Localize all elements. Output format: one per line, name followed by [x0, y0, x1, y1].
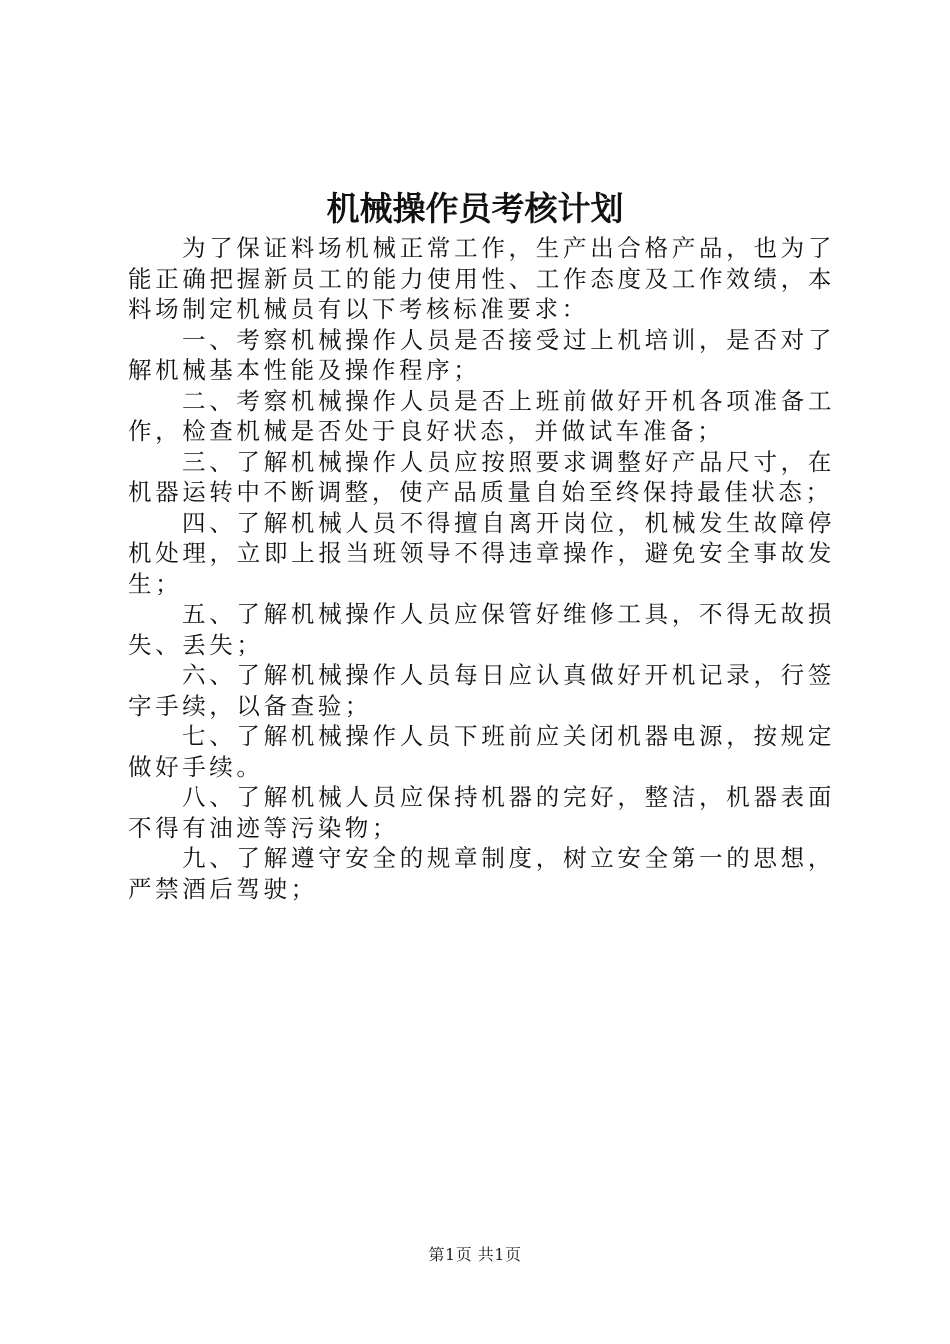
page-footer: 第1页 共1页 — [428, 1245, 522, 1264]
paragraph-item-7: 七、了解机械操作人员下班前应关闭机器电源，按规定做好手续。 — [128, 722, 835, 781]
document-title: 机械操作员考核计划 — [326, 189, 624, 228]
paragraph-item-4: 四、了解机械人员不得擅自离开岗位，机械发生故障停机处理，立即上报当班领导不得违章操作，避免安全事故发生； — [128, 508, 835, 598]
paragraph-intro: 为了保证料场机械正常工作，生产出合格产品，也为了能正确把握新员工的能力使用性、工作态度及工作效绩，本料场制定机械员有以下考核标准要求： — [128, 234, 835, 323]
paragraph-item-6: 六、了解机械操作人员每日应认真做好开机记录，行签字手续，以备查验； — [128, 661, 835, 720]
paragraph-item-2: 二、考察机械操作人员是否上班前做好开机各项准备工作，检查机械是否处于良好状态，并做试车准备； — [128, 386, 835, 445]
paragraph-item-3: 三、了解机械操作人员应按照要求调整好产品尺寸，在机器运转中不断调整，使产品质量自始至终保持最佳状态； — [128, 447, 835, 506]
paragraph-item-8: 八、了解机械人员应保持机器的完好，整洁，机器表面不得有油迹等污染物； — [128, 783, 835, 842]
paragraph-item-1: 一、考察机械操作人员是否接受过上机培训，是否对了解机械基本性能及操作程序； — [128, 325, 835, 384]
document-body — [128, 233, 835, 904]
paragraph-item-9: 九、了解遵守安全的规章制度，树立安全第一的思想，严禁酒后驾驶； — [128, 844, 835, 903]
paragraph-item-5: 五、了解机械操作人员应保管好维修工具，不得无故损失、丢失； — [128, 600, 835, 659]
